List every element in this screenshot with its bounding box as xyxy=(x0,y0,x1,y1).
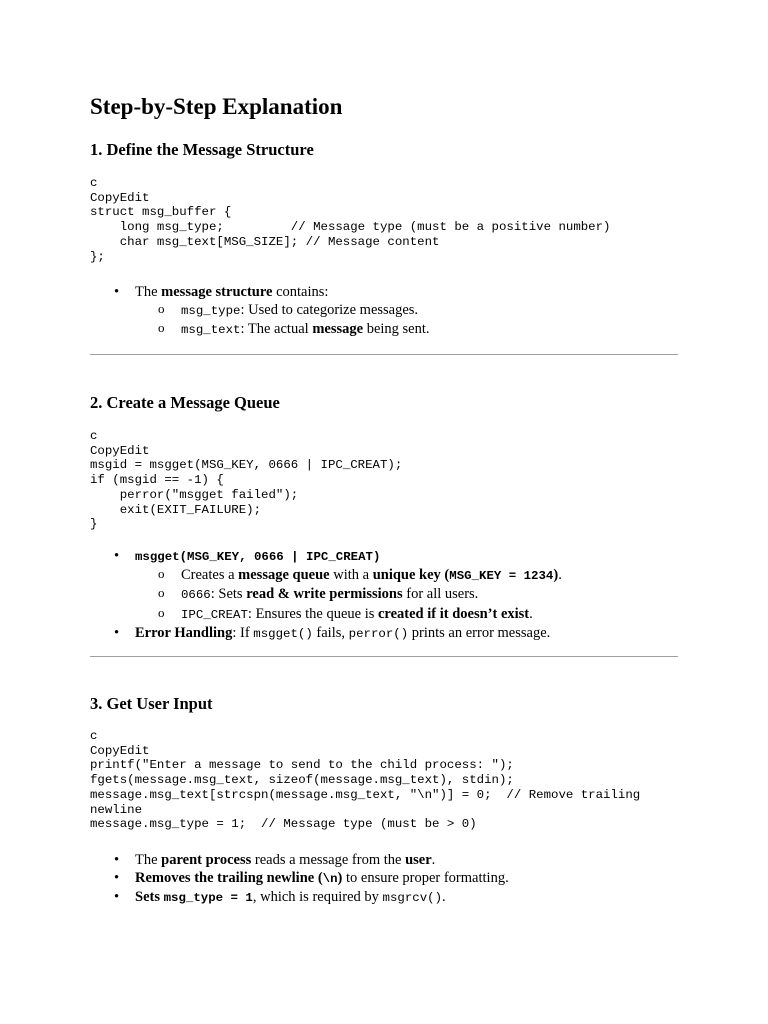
code-block-struct: c CopyEdit struct msg_buffer { long msg_type; // Message type (must be a positive number) char msg_text[MSG_SIZE]; // Message content }; xyxy=(90,176,611,264)
list-item: • Removes the trailing newline (\n) to ensure proper formatting. xyxy=(90,869,509,888)
list-item: • Sets msg_type = 1, which is required by msgrcv(). xyxy=(90,888,509,907)
sub-list xyxy=(135,301,430,339)
section-divider xyxy=(90,656,678,657)
bullet-list-input xyxy=(90,851,509,908)
section-heading-define-structure: 1. Define the Message Structure xyxy=(90,140,314,159)
list-item: o msg_text: The actual message being sent. xyxy=(90,320,430,339)
list-item: o IPC_CREAT: Ensures the queue is created if it doesn’t exist. xyxy=(90,605,562,624)
list-item: o 0666: Sets read & write permissions for all users. xyxy=(90,585,562,604)
bullet-list-structure xyxy=(90,283,430,340)
sub-list xyxy=(135,566,562,624)
section-heading-create-queue: 2. Create a Message Queue xyxy=(90,393,280,412)
list-item: • Error Handling: If msgget() fails, perror() prints an error message. xyxy=(90,624,562,643)
bullet-list-queue xyxy=(90,547,562,643)
list-item: • The parent process reads a message from the user. xyxy=(90,851,509,869)
section-divider xyxy=(90,354,678,355)
list-item: o Creates a message queue with a unique key (MSG_KEY = 1234). xyxy=(90,566,562,585)
list-item: • The message structure contains: o msg_type: Used to categorize messages. o msg_text: The actual message being sent. xyxy=(90,283,430,340)
page-title: Step-by-Step Explanation xyxy=(90,94,343,119)
section-heading-user-input: 3. Get User Input xyxy=(90,694,213,713)
code-block-input: c CopyEdit printf("Enter a message to send to the child process: "); fgets(message.msg_text, sizeof(message.msg_text), stdin); message.msg_text[strcspn(message.msg_text, "\n")] = 0; // Remove trailing newline message.msg_type = 1; // Message type (must be > 0) xyxy=(90,729,641,832)
code-block-msgget: c CopyEdit msgid = msgget(MSG_KEY, 0666 | IPC_CREAT); if (msgid == -1) { perror("msgget failed"); exit(EXIT_FAILURE); } xyxy=(90,429,403,532)
list-item: o msg_type: Used to categorize messages. xyxy=(90,301,430,320)
list-item: • msgget(MSG_KEY, 0666 | IPC_CREAT) o Creates a message queue with a unique key (MSG_KEY = 1234). o 0666: Sets read & write permissions for all users. o IPC_CREAT: Ensures the queue is created if it doesn’t exist. xyxy=(90,547,562,624)
